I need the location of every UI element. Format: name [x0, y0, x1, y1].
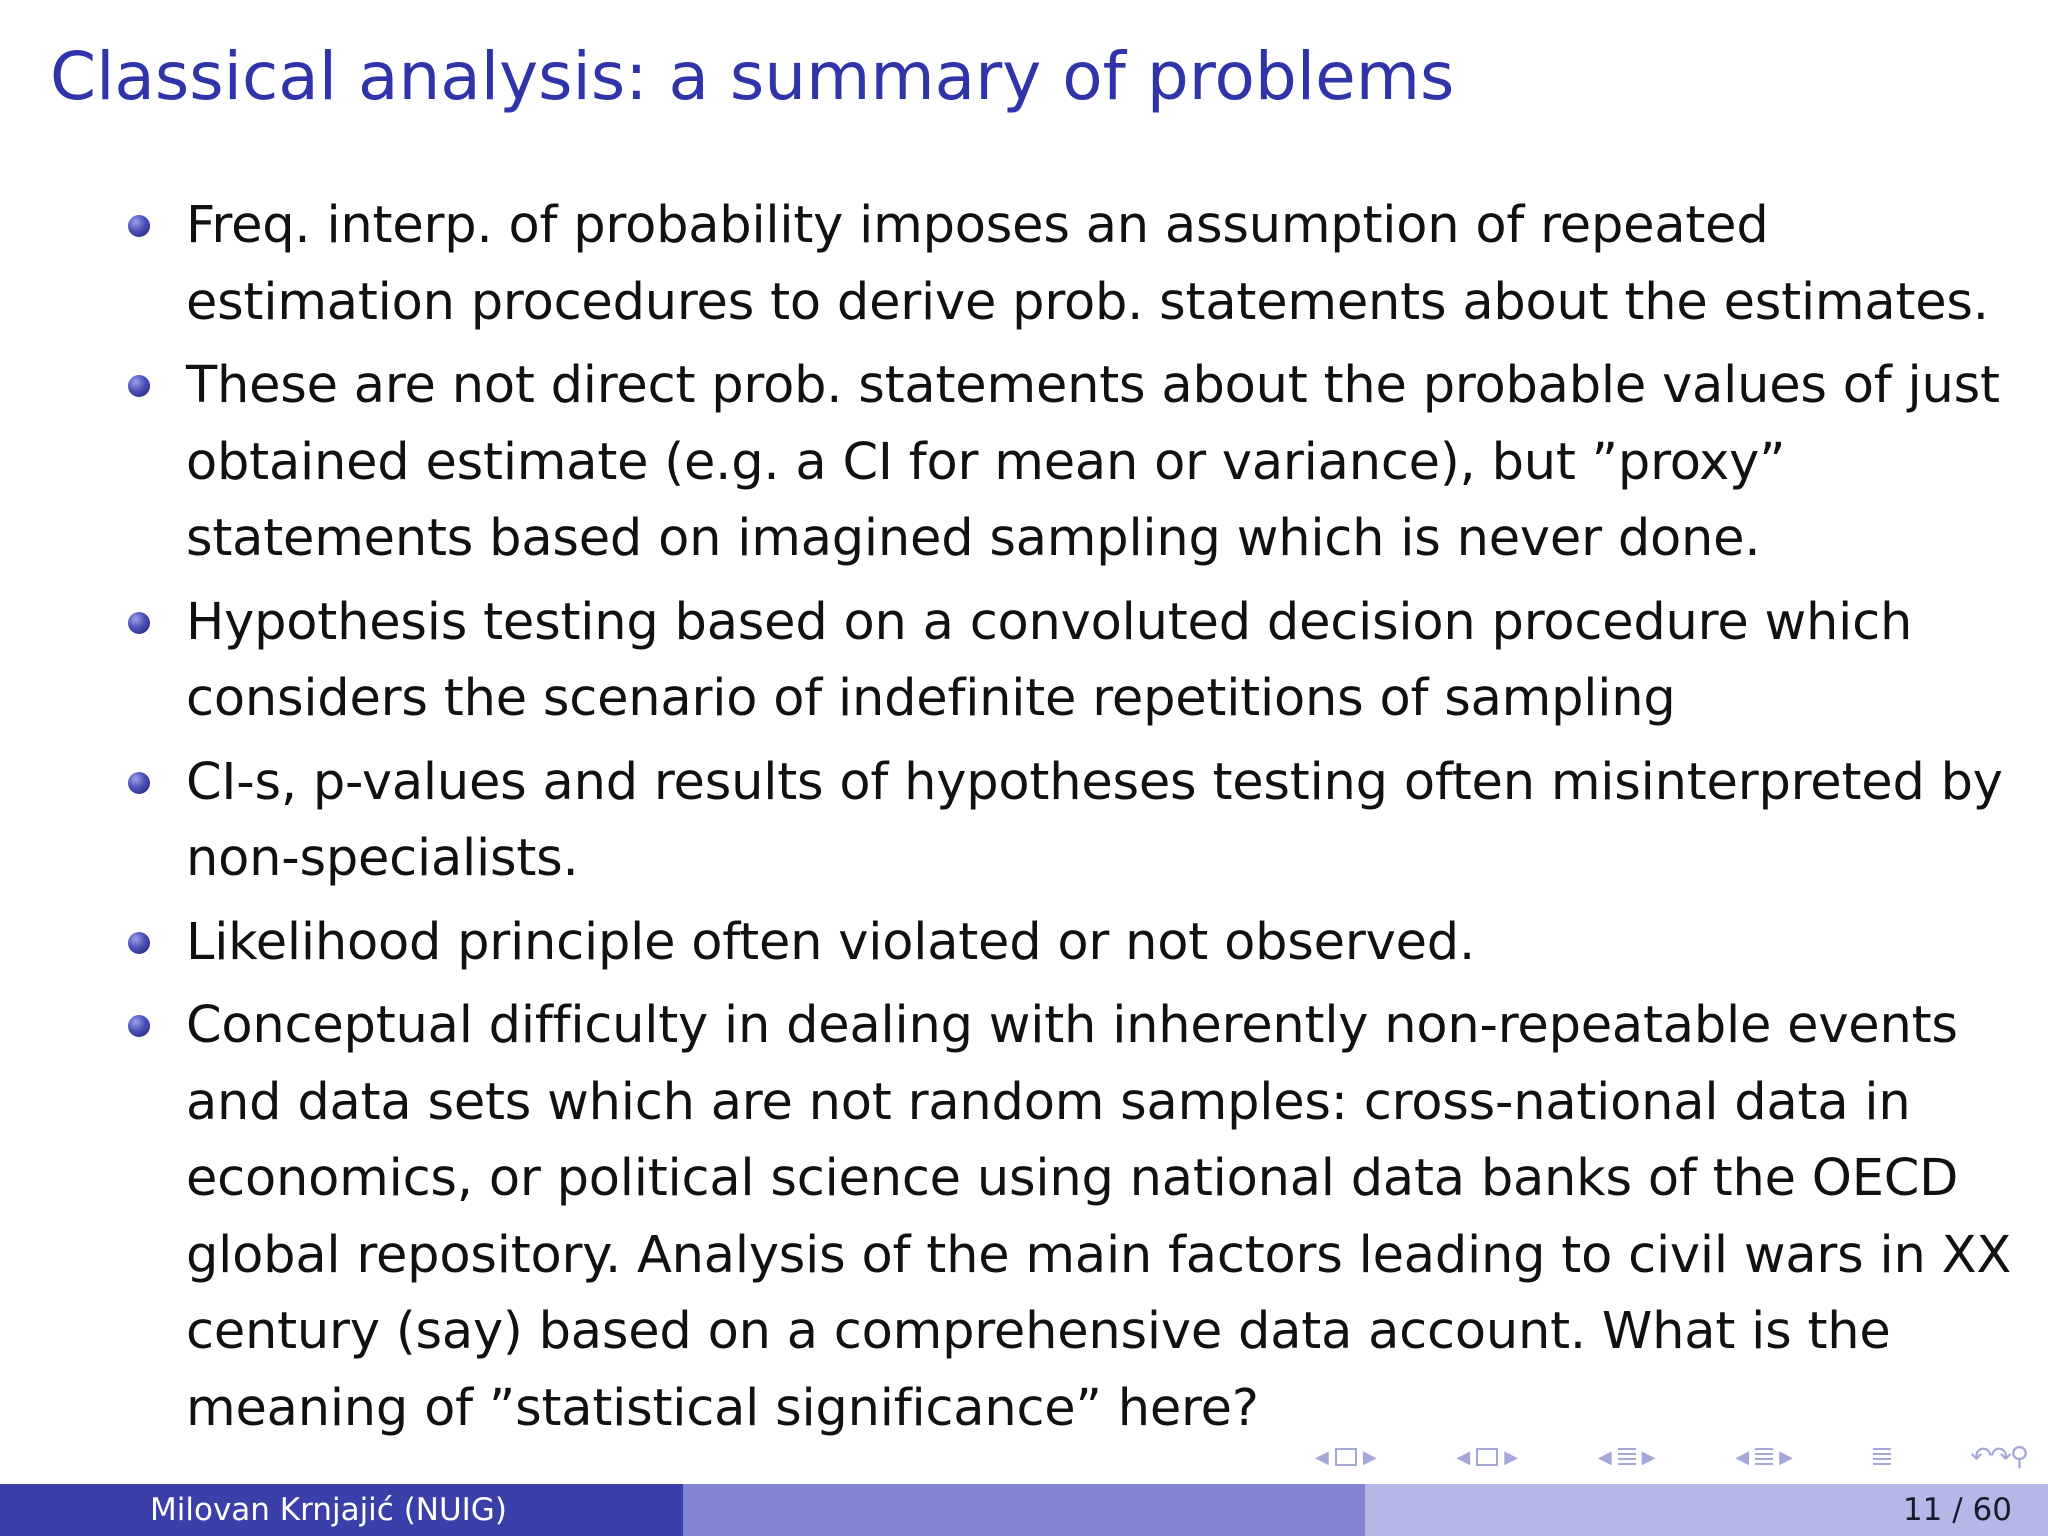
section-nav-icon[interactable] [1618, 1448, 1636, 1466]
bullet-text: Freq. interp. of probability imposes an assumption of repeated estimation procedures to derive prob. statements about the estimates. [186, 196, 1989, 332]
section-nav[interactable] [1598, 1447, 1656, 1468]
bullet-dot-icon [128, 1015, 150, 1037]
presentation-nav[interactable] [1735, 1447, 1793, 1468]
bullet-item [125, 905, 2015, 982]
bullet-dot-icon [128, 375, 150, 397]
frame-nav[interactable] [1315, 1447, 1377, 1468]
footer-middle-section [683, 1484, 1365, 1536]
next-presentation-icon[interactable]: ▶ [1779, 1446, 1793, 1468]
footer-bar [0, 1484, 2048, 1536]
prev-section-icon[interactable]: ◀ [1597, 1446, 1612, 1468]
slide-title: Classical analysis: a summary of problems [50, 38, 1455, 115]
bullet-item [125, 745, 2015, 898]
beamer-navigation-bar [1315, 1440, 2027, 1474]
bullet-dot-icon [128, 215, 150, 237]
subsection-nav-icon[interactable] [1476, 1448, 1498, 1466]
prev-frame-icon[interactable]: ◀ [1315, 1446, 1329, 1468]
subsection-nav[interactable] [1456, 1447, 1518, 1468]
next-section-icon[interactable]: ▶ [1641, 1446, 1656, 1468]
bullet-text: These are not direct prob. statements about the probable values of just obtained estimate (e.g. a CI for mean or variance), but ”proxy” statements based on imagined sampling which is never done. [186, 356, 2000, 568]
toc-icon[interactable] [1873, 1448, 1891, 1466]
next-subsection-icon[interactable]: ▶ [1504, 1446, 1519, 1468]
bullet-dot-icon [128, 612, 150, 634]
bullet-item [125, 585, 2015, 738]
presentation-nav-icon[interactable] [1755, 1448, 1773, 1466]
frame-nav-icon[interactable] [1335, 1448, 1357, 1466]
search-nav[interactable] [1970, 1442, 2027, 1472]
bullet-text: Likelihood principle often violated or not observed. [186, 912, 1475, 972]
bullet-dot-icon [128, 932, 150, 954]
prev-subsection-icon[interactable]: ◀ [1456, 1446, 1471, 1468]
bullet-text: Conceptual difficulty in dealing with inherently non-repeatable events and data sets which are not random samples: cross-national data in economics, or political science using national data banks of the OECD global repository. Analysis of the main factors leading to civil wars in XX century (say) based on a comprehensive data account. What is the meaning of ”statistical significance” here? [186, 996, 2012, 1438]
bullet-list [125, 188, 2015, 1454]
bullet-dot-icon [128, 772, 150, 794]
next-frame-icon[interactable]: ▶ [1362, 1446, 1377, 1468]
prev-presentation-icon[interactable]: ◀ [1735, 1446, 1750, 1468]
page-number: 11 / 60 [1365, 1484, 2048, 1536]
bullet-item [125, 348, 2015, 578]
bullet-text: CI-s, p-values and results of hypotheses testing often misinterpreted by non-specialists. [186, 752, 2003, 888]
bullet-text: Hypothesis testing based on a convoluted decision procedure which considers the scenario of indefinite repetitions of sampling [186, 592, 1913, 728]
bullet-item [125, 988, 2015, 1447]
toc-nav[interactable] [1873, 1448, 1891, 1466]
bullet-item [125, 188, 2015, 341]
search-icon[interactable]: ↶↷⚲ [1970, 1442, 2027, 1472]
footer-author: Milovan Krnjajić (NUIG) [0, 1484, 683, 1536]
